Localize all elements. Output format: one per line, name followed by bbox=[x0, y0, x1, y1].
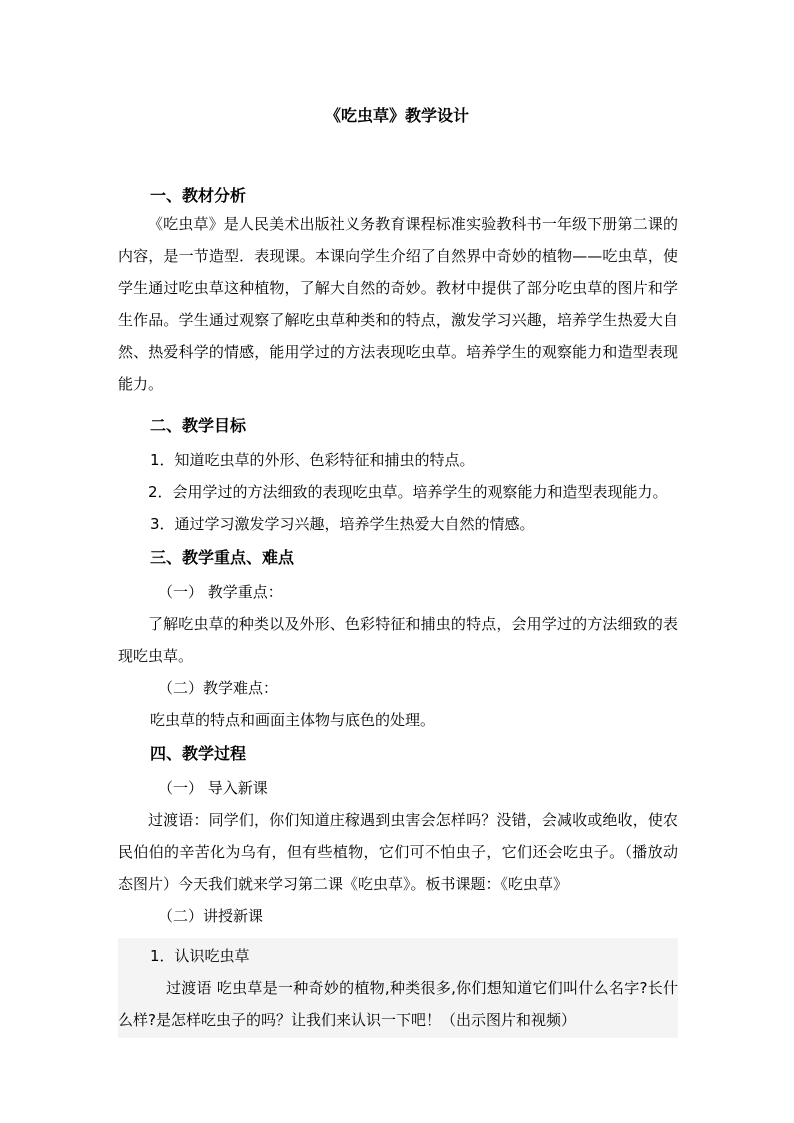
paragraph-transition: 过渡语 吃虫草是一种奇妙的植物,种类很多,你们想知道它们叫什么名字?长什么样?是怎样吃虫子的吗？让我们来认识一下吧！（出示图片和视频） bbox=[118, 979, 678, 1029]
subheading-key-points: （一） 教学重点： bbox=[158, 583, 283, 601]
subheading-intro: （一） 导入新课 bbox=[158, 779, 268, 797]
section-heading-4: 四、教学过程 bbox=[150, 744, 247, 763]
goal-item-3: 3．通过学习激发学习兴趣，培养学生热爱大自然的情感。 bbox=[150, 515, 535, 533]
subheading-difficulties: （二）教学难点： bbox=[158, 679, 279, 697]
goal-item-1: 1．知道吃虫草的外形、色彩特征和捕虫的特点。 bbox=[150, 451, 475, 469]
document-body bbox=[118, 184, 678, 1038]
paragraph-material-analysis: 《吃虫草》是人民美术出版社义务教育课程标准实验教科书一年级下册第二课的内容，是一节造型．表现课。本课向学生介绍了自然界中奇妙的植物——吃虫草，使学生通过吃虫草这种植物，了解大自然的奇妙。教材中提供了部分吃虫草的图片和学生作品。学生通过观察了解吃虫草种类和的特点，激发学习兴趣，培养学生热爱大自然、热爱科学的情感，能用学过的方法表现吃虫草。培养学生的观察能力和造型表现能力。 bbox=[118, 215, 678, 393]
paragraph-difficulties: 吃虫草的特点和画面主体物与底色的处理。 bbox=[150, 711, 436, 729]
paragraph-key-points: 了解吃虫草的种类以及外形、色彩特征和捕虫的特点，会用学过的方法细致的表现吃虫草。 bbox=[118, 615, 678, 665]
section-heading-1: 一、教材分析 bbox=[150, 186, 247, 205]
teaching-item-1: 1．认识吃虫草 bbox=[150, 947, 250, 965]
subheading-teaching: （二）讲授新课 bbox=[158, 907, 264, 925]
section-heading-2: 二、教学目标 bbox=[150, 416, 247, 435]
document-title: 《吃虫草》教学设计 bbox=[324, 106, 469, 125]
shaded-block bbox=[118, 938, 678, 1038]
goal-item-2: 2．会用学过的方法细致的表现吃虫草。培养学生的观察能力和造型表现能力。 bbox=[148, 483, 668, 501]
section-heading-3: 三、教学重点、难点 bbox=[150, 548, 295, 567]
paragraph-intro: 过渡语：同学们，你们知道庄稼遇到虫害会怎样吗？没错，会减收或绝收，使农民伯伯的辛苦化为乌有，但有些植物，它们可不怕虫子，它们还会吃虫子。（播放动态图片）今天我们就来学习第二课《吃虫草》。板书课题：《吃虫草》 bbox=[118, 811, 678, 893]
